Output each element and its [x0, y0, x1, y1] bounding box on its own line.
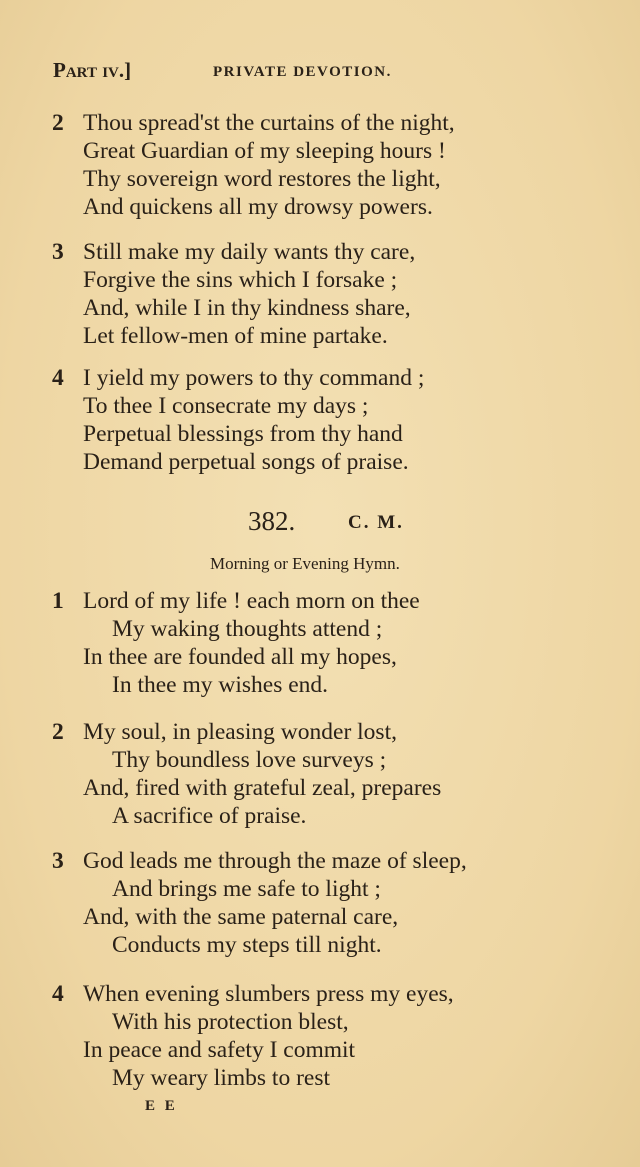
verse-line: My weary limbs to rest [112, 1065, 330, 1091]
verse-line: And quickens all my drowsy powers. [83, 194, 433, 220]
verse-line: Demand perpetual songs of praise. [83, 449, 409, 475]
verse-line: And, while I in thy kindness share, [83, 295, 411, 321]
stanza-number: 4 [52, 365, 64, 391]
verse-line: Still make my daily wants thy care, [83, 239, 416, 265]
verse-line: Great Guardian of my sleeping hours ! [83, 138, 446, 164]
verse-line: God leads me through the maze of sleep, [83, 848, 467, 874]
verse-line: When evening slumbers press my eyes, [83, 981, 454, 1007]
verse-line: And brings me safe to light ; [112, 876, 381, 902]
stanza-number: 3 [52, 848, 64, 874]
verse-line: In peace and safety I commit [83, 1037, 356, 1063]
verse-line: In thee my wishes end. [112, 672, 329, 698]
stanza-number: 2 [52, 719, 64, 745]
hymn-subtitle: Morning or Evening Hymn. [210, 554, 400, 573]
section-title: PRIVATE DEVOTION. [213, 64, 392, 80]
stanza-number: 1 [52, 588, 64, 614]
verse-line: I yield my powers to thy command ; [83, 365, 425, 391]
stanza-number: 2 [52, 110, 64, 136]
stanza-number: 4 [52, 981, 64, 1007]
verse-line: Conducts my steps till night. [112, 932, 382, 958]
verse-line: A sacrifice of praise. [112, 803, 307, 829]
part-label: Part iv.] [53, 58, 132, 82]
verse-line: In thee are founded all my hopes, [83, 644, 397, 670]
verse-line: With his protection blest, [112, 1009, 349, 1035]
verse-line: And, with the same paternal care, [83, 904, 399, 930]
hymn-number: 382. [248, 506, 296, 536]
hymn-meter: C. M. [348, 512, 404, 533]
verse-line: Thou spread'st the curtains of the night, [83, 110, 455, 136]
signature-mark: E E [145, 1098, 178, 1114]
verse-line: My waking thoughts attend ; [112, 616, 383, 642]
verse-line: Forgive the sins which I forsake ; [83, 267, 398, 293]
verse-line: Lord of my life ! each morn on thee [83, 588, 420, 614]
verse-line: And, fired with grateful zeal, prepares [83, 775, 442, 801]
verse-line: Thy boundless love surveys ; [112, 747, 387, 773]
stanza-number: 3 [52, 239, 64, 265]
verse-line: Let fellow-men of mine partake. [83, 323, 388, 349]
verse-line: My soul, in pleasing wonder lost, [83, 719, 397, 745]
verse-line: To thee I consecrate my days ; [83, 393, 369, 419]
verse-line: Thy sovereign word restores the light, [83, 166, 441, 192]
verse-line: Perpetual blessings from thy hand [83, 421, 403, 447]
